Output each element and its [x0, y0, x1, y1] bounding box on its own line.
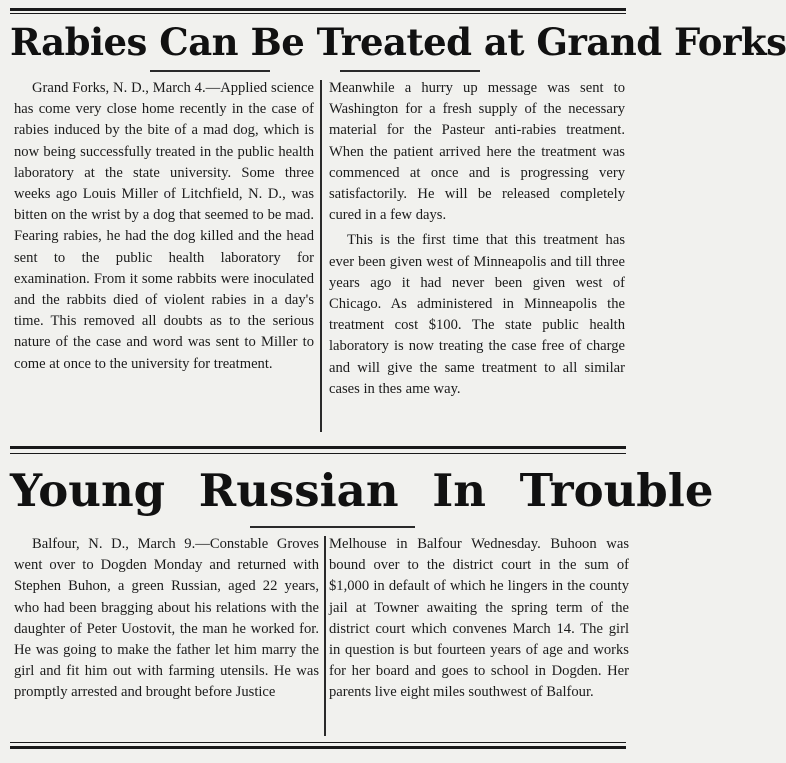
article1-col2-paragraph-2: This is the first time that this treatment has ever been given west of Minneapolis and till three years ago it had never been given west of Chicago. As administered in Minneapolis the treatment cost $100. The state public health laboratory is now treating the case free of charge and will give the same treatment to all similar cases in thes ame way.: [329, 232, 625, 397]
top-rule-thin: [10, 13, 626, 14]
article1-column-2: [329, 78, 625, 400]
article1-col2-paragraph-1: Meanwhile a hurry up message was sent to Washington for a fresh supply of the necessary material for the Pasteur anti-rabies treatment. When the patient arrived here the treatment was commenced at once and is progressing very satisfactorily. He will be released completely cured in a few days.: [329, 80, 625, 224]
article1-divider-left: [150, 70, 270, 72]
top-rule-thick: [10, 8, 626, 11]
article1-column-1: [14, 78, 314, 375]
bottom-rule-thin: [10, 742, 626, 743]
article2-column-1: [14, 534, 319, 704]
article1-column-divider: [320, 80, 322, 432]
separator-rule-thin: [10, 453, 626, 454]
article1-col1-paragraph: Grand Forks, N. D., March 4.—Applied science has come very close home recently in the case of rabies induced by the bite of a mad dog, which is now being successfully treated in the public health laboratory at the state university. Some three weeks ago Louis Miller of Litchfield, N. D., was bitten on the wrist by a dog that seemed to be mad. Fearing rabies, he had the dog killed and the head sent to the public health laboratory for examination. From it some rabbits were inoculated and the rabbits died of violent rabies in a day's time. This removed all doubts as to the serious nature of the case and word was sent to Miller to come at once to the university for treatment.: [14, 80, 314, 372]
bottom-rule-thick: [10, 746, 626, 749]
article2-col2-paragraph: Melhouse in Balfour Wednesday. Buhoon was bound over to the district court in the sum of $1,000 in default of which he lingers in the county jail at Towner awaiting the spring term of the district court which convenes March 14. The girl in question is but fourteen years of age and works for her board and goes to school in Dogden. Her parents live eight miles southwest of Balfour.: [329, 536, 629, 701]
separator-rule-thick: [10, 446, 626, 449]
article2-divider: [250, 526, 415, 528]
article2-column-divider: [324, 536, 326, 736]
article2-column-2: [329, 534, 629, 704]
article1-divider-right: [340, 70, 480, 72]
article2-headline: Young Russian In Trouble: [10, 464, 714, 517]
article2-col1-paragraph: Balfour, N. D., March 9.—Constable Groves went over to Dogden Monday and returned with Stephen Buhon, a green Russian, aged 22 years, who had been bragging about his relations with the daughter of Peter Uostovit, the man he worked for. He was going to make the father let him marry the girl and fit him out with farming utensils. He was promptly arrested and brought before Justice: [14, 536, 319, 701]
article1-headline: Rabies Can Be Treated at Grand Forks: [10, 20, 786, 64]
